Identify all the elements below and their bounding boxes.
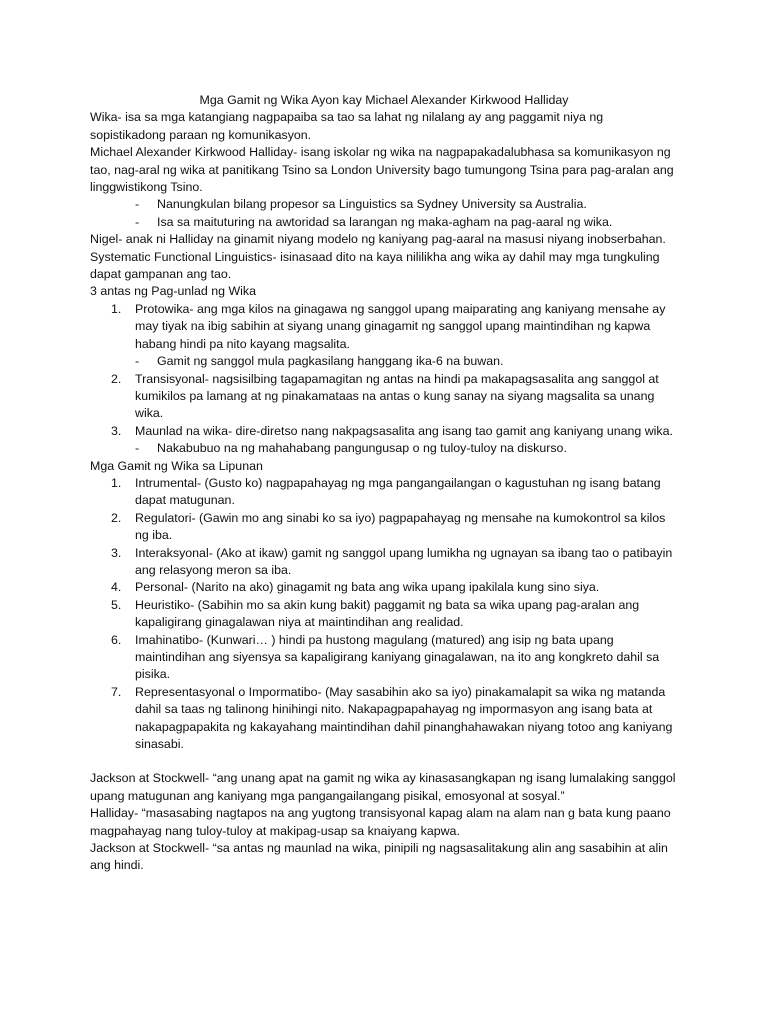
antas-item-text: Transisyonal- nagsisilbing tagapamagitan ng antas na hindi pa makapagsasalita ang sanggol at kumikilos pa lamang at ng pinakamataas na antas o kung sanay na siyang magsalita sa unang wika. <box>135 371 659 421</box>
lipunan-item <box>111 597 678 632</box>
lipunan-item-text: Heuristiko- (Sabihin mo sa akin kung bakit) paggamit ng bata sa wika upang pag-aralan ang kapaligirang ginagalawan niya at maintindihan ang realidad. <box>135 597 640 630</box>
antas-sub-item: - Gamit ng sanggol mula pagkasilang hanggang ika-6 na buwan. <box>135 353 678 370</box>
lipunan-item <box>111 475 678 510</box>
lipunan-item <box>111 545 678 580</box>
lipunan-item-text: Intrumental- (Gusto ko) nagpapahayag ng mga pangangailangan o kagustuhan ng isang batang dapat matugunan. <box>135 475 661 508</box>
antas-item-text: Maunlad na wika- dire-diretso nang nakpagsasalita ang isang tao gamit ang kaniyang unang wika. <box>135 423 673 438</box>
list-number: 3. <box>111 423 122 438</box>
list-number: 5. <box>111 597 122 612</box>
antas-sub-list <box>135 440 678 457</box>
list-number: 1. <box>111 301 122 316</box>
lipunan-heading: Mga Gamit ng Wika sa Lipunan <box>90 458 263 473</box>
antas-sub-item: - Nakabubuo na ng mahahabang pangungusap o ng tuloy-tuloy na diskurso. <box>135 440 678 457</box>
quote-halliday: Halliday- “masasabing nagtapos na ang yugtong transisyonal kapag alam na alam nan g bata kung paano magpahayag nang tuloy-tuloy at makipag-usap sa knaiyang kapwa. <box>90 806 671 838</box>
paragraph-halliday: Michael Alexander Kirkwood Halliday- isang iskolar ng wika na nagpapakadalubhasa sa komunikasyon ng tao, nag-aral ng wika at panitikang Tsino sa London University bago tumungong Tsina para pag-aralan ang linggwistikong Tsino. <box>90 145 674 195</box>
document-title: Mga Gamit ng Wika Ayon kay Michael Alexander Kirkwood Halliday <box>199 93 569 107</box>
lipunan-item <box>111 684 678 754</box>
list-number: 3. <box>111 545 122 560</box>
lipunan-item-text: Regulatori- (Gawin mo ang sinabi ko sa iyo) pagpapahayag ng mensahe na kumokontrol sa kilos ng iba. <box>135 510 666 543</box>
paragraph-nigel: Nigel- anak ni Halliday na ginamit niyang modelo ng kaniyang pag-aaral na masusi niyang inobserbahan. <box>90 232 666 247</box>
lipunan-list <box>90 475 678 754</box>
list-number: 6. <box>111 632 122 647</box>
document-page <box>90 92 678 875</box>
halliday-bullet-list <box>90 196 678 231</box>
lipunan-item-text: Interaksyonal- (Ako at ikaw) gamit ng sanggol upang lumikha ng ugnayan sa ibang tao o patibayin ang relasyong meron sa iba. <box>135 545 673 577</box>
lipunan-item-text: Imahinatibo- (Kunwari… ) hindi pa hustong magulang (matured) ang isip ng bata upang maintindihan ang siyensya sa kapaligirang kaniyang ginagalawan, na ito ang kongkreto dahil sa pisika. <box>135 632 660 682</box>
quote-jackson-stockwell-2: Jackson at Stockwell- “sa antas ng maunlad na wika, pinipili ng nagsasalitakung alin ang sasabihin at alin ang hindi. <box>90 841 668 873</box>
quote-jackson-stockwell-1: Jackson at Stockwell- “ang unang apat na gamit ng wika ay kinasasangkapan ng isang lumalaking sanggol upang matugunan ang kaniyang mga pangangailangang pisikal, emosyonal at sosyal.” <box>90 771 676 803</box>
antas-list <box>90 301 678 458</box>
list-number: 1. <box>111 475 122 490</box>
antas-sub-list <box>135 353 678 370</box>
halliday-bullet: - Nanungkulan bilang propesor sa Linguistics sa Sydney University sa Australia. <box>135 196 678 213</box>
lipunan-item <box>111 632 678 684</box>
paragraph-wika: Wika- isa sa mga katangiang nagpapaiba sa tao sa lahat ng nilalang ay ang paggamit niya ng sopistikadong paraan ng komunikasyon. <box>90 110 604 142</box>
list-number: 2. <box>111 510 122 525</box>
antas-item <box>111 371 678 423</box>
halliday-bullet: - Isa sa maituturing na awtoridad sa larangan ng maka-agham na pag-aaral ng wika. <box>135 214 678 231</box>
blank-line <box>90 753 678 770</box>
antas-item <box>111 301 678 371</box>
antas-heading: 3 antas ng Pag-unlad ng Wika <box>90 284 257 299</box>
paragraph-sfl: Systematic Functional Linguistics- isinasaad dito na kaya nililikha ang wika ay dahil may mga tungkuling dapat gampanan ang tao. <box>90 249 660 282</box>
lipunan-item <box>111 510 678 545</box>
list-number: 4. <box>111 580 122 595</box>
lipunan-item <box>111 579 678 596</box>
list-number: 2. <box>111 371 122 386</box>
antas-item <box>111 423 678 458</box>
lipunan-item-text: Representasyonal o Impormatibo- (May sasabihin ako sa iyo) pinakamalapit sa wika ng matanda dahil sa taas ng talinong hinihingi nito. Nakapagpapahayag ng impormasyon ang isang bata at nakapagpapakita ng kakayahang maintindihan dahil pinanghahawakan niyang totoo ang kaniyang sinasabi. <box>135 684 673 752</box>
antas-item-text: Protowika- ang mga kilos na ginagawa ng sanggol upang maiparating ang kaniyang mensahe ay may tiyak na ibig sabihin at siyang unang ginagamit ng sanggol upang maintindihan ng kapwa habang hindi pa nito kayang magsalita. <box>135 301 666 351</box>
list-number: 7. <box>111 684 122 699</box>
lipunan-item-text: Personal- (Narito na ako) ginagamit ng bata ang wika upang ipakilala kung sino siya. <box>135 580 600 595</box>
